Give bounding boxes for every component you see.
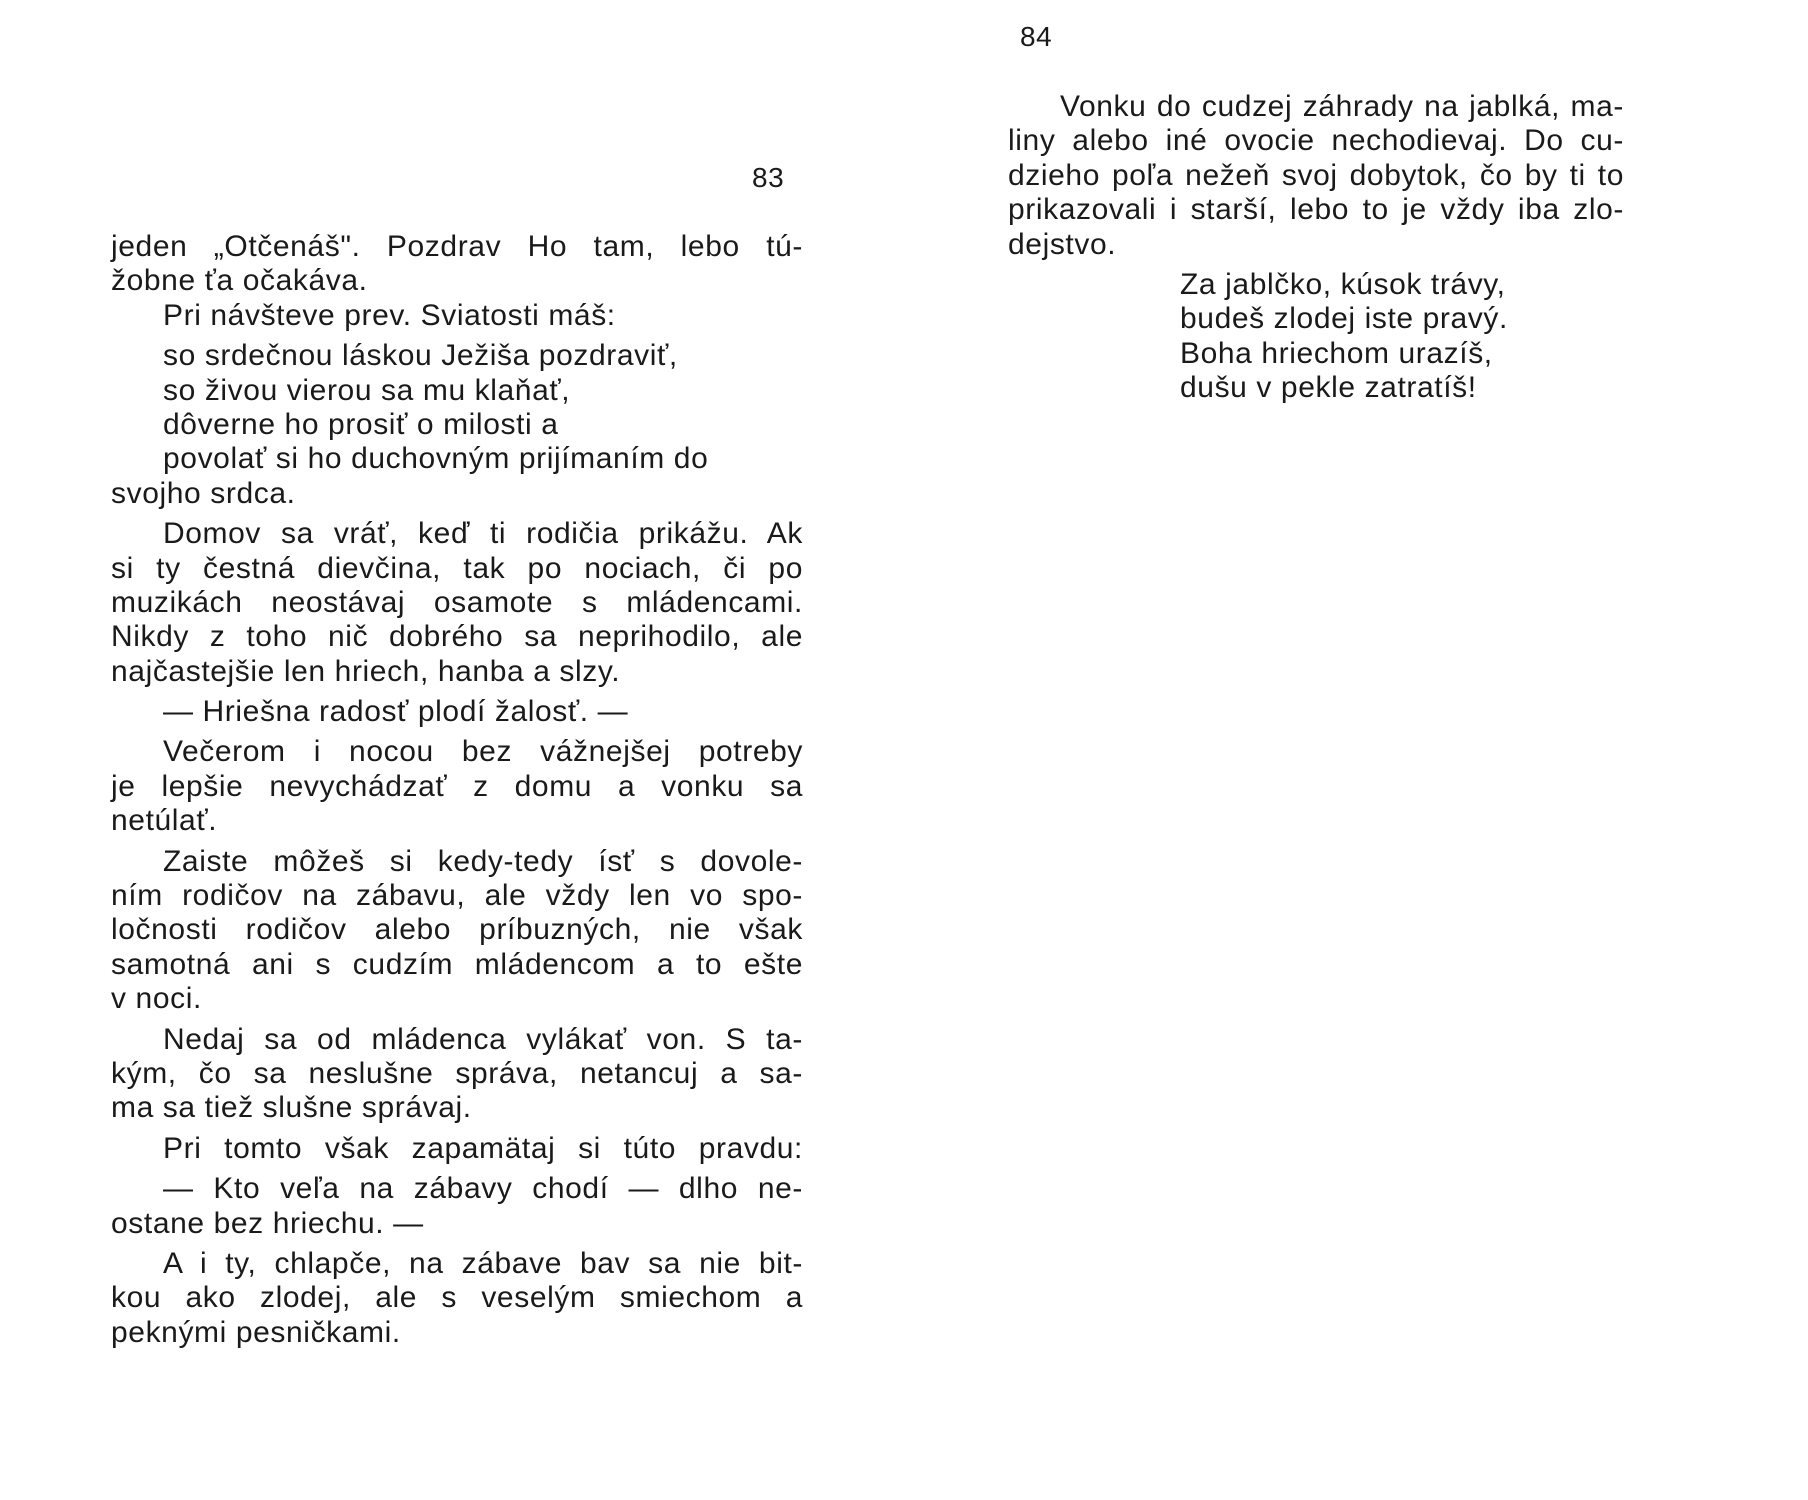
text-line: dôverne ho prosiť o milosti a (163, 407, 559, 441)
page-text (111, 230, 803, 1350)
text-line: peknými pesničkami. (111, 1315, 401, 1349)
text-line: so srdečnou láskou Ježiša pozdraviť, (163, 339, 678, 373)
text-line: — Hriešna radosť plodí žalosť. — (163, 695, 629, 729)
right-page (904, 0, 1808, 1500)
text-line: svojho srdca. (111, 476, 296, 510)
text-line: kým, čo sa neslušne správa, netancuj a sa- (111, 1056, 803, 1090)
text-line: ostane bez hriechu. — (111, 1206, 424, 1240)
text-line: ma sa tiež slušne správaj. (111, 1091, 472, 1125)
text-line: Večerom i nocou bez vážnejšej potreby (163, 735, 803, 769)
poem-line: budeš zlodej iste pravý. (1180, 302, 1508, 336)
text-line: dejstvo. (1008, 227, 1117, 261)
text-line: ním rodičov na zábavu, ale vždy len vo spo- (111, 879, 803, 913)
poem-line: Za jablčko, kúsok trávy, (1180, 267, 1506, 301)
text-line: žobne ťa očakáva. (111, 264, 368, 298)
text-line: si ty čestná dievčina, tak po nociach, či po (111, 551, 803, 585)
poem-line: Boha hriechom urazíš, (1180, 336, 1493, 370)
poem-line: dušu v pekle zatratíš! (1180, 371, 1477, 405)
text-line: Zaiste môžeš si kedy-tedy ísť s dovole- (163, 844, 803, 878)
text-line: je lepšie nevychádzať z domu a vonku sa (111, 769, 803, 803)
text-line: Nikdy z toho nič dobrého sa neprihodilo, ale (111, 620, 803, 654)
text-line: A i ty, chlapče, na zábave bav sa nie bit- (163, 1246, 803, 1280)
page-number: 84 (1020, 21, 1053, 52)
text-line: samotná ani s cudzím mládencom a to ešte (111, 947, 803, 981)
text-line: Nedaj sa od mládenca vylákať von. S ta- (163, 1022, 803, 1056)
text-line: dzieho poľa nežeň svoj dobytok, čo by ti to (1008, 158, 1624, 192)
text-line: Domov sa vráť, keď ti rodičia prikážu. Ak (163, 517, 803, 551)
text-line: ločnosti rodičov alebo príbuzných, nie však (111, 913, 803, 947)
page-text (1008, 90, 1624, 406)
text-line: prikazovali i starší, lebo to je vždy iba zlo- (1008, 193, 1624, 227)
text-line: so živou vierou sa mu klaňať, (163, 373, 571, 407)
text-line: Vonku do cudzej záhrady na jablká, ma- (1060, 90, 1624, 123)
text-line: povolať si ho duchovným prijímaním do (163, 442, 709, 476)
text-line: Pri návšteve prev. Sviatosti máš: (163, 298, 616, 332)
text-line: kou ako zlodej, ale s veselým smiechom a (111, 1281, 803, 1315)
text-line: v noci. (111, 982, 202, 1016)
text-line: netúlať. (111, 804, 218, 838)
text-line: Pri tomto však zapamätaj si túto pravdu: (163, 1131, 803, 1165)
text-line: — Kto veľa na zábavy chodí — dlho ne- (163, 1172, 803, 1206)
text-line: jeden „Otčenáš". Pozdrav Ho tam, lebo tú- (111, 230, 803, 263)
page-number: 83 (752, 162, 785, 193)
text-line: najčastejšie len hriech, hanba a slzy. (111, 654, 621, 688)
text-line: muzikách neostávaj osamote s mládencami. (111, 585, 803, 619)
text-line: liny alebo iné ovocie nechodievaj. Do cu- (1008, 124, 1624, 158)
